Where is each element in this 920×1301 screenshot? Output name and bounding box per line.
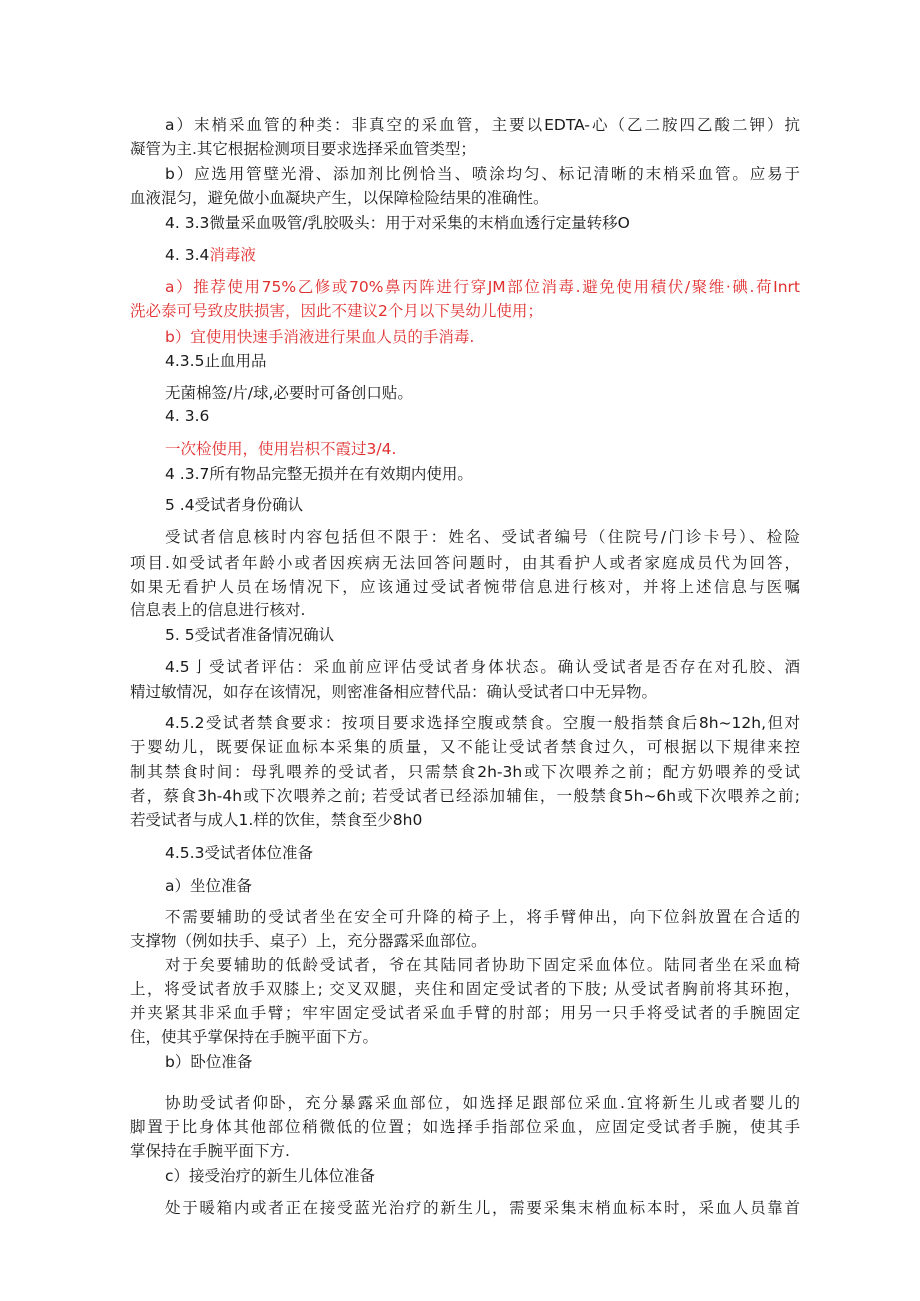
line-13: 一次检使用，使用岩枳不霞过3/4. — [165, 440, 397, 458]
line-37: 协助受试者仰卧，充分暴露采血部位，如选择足跟部位采血.宜将新生儿或者婴儿的 — [165, 1094, 800, 1112]
line-2: 凝管为主.其它根据检测项目要求选择采血管类型； — [130, 140, 476, 158]
line-14: 4 .3.7所有物品完整无损并在有效期内使用。 — [165, 465, 473, 483]
disinfectant-heading: 消毒液 — [209, 246, 256, 264]
line-41: 处于暖箱内或者正在接受蓝光治疗的新生儿，需要采集末梢血标本时，采血人员靠首 — [165, 1199, 800, 1217]
line-29: a）坐位准备 — [165, 877, 252, 895]
line-36: b）卧位准备 — [165, 1053, 253, 1071]
line-26: 者，蔡食3h-4h或下次喂养之前; 若受试者已经添加辅隹，一般禁食5h~6h或下次喂养之前; — [130, 787, 800, 805]
line-18: 如果无看护人员在场情况下，应该通过受试者惋带信息进行核对，并将上述信息与医嘱 — [130, 578, 800, 596]
line-1: a）末梢采血管的种类：非真空的采血管，主要以EDTA-心（乙二胺四乙酸二钾）抗 — [165, 116, 800, 134]
line-9: b）宜使用快速手消液进行果血人员的手消毒. — [165, 328, 475, 346]
line-15: 5 .4受试者身份确认 — [165, 496, 304, 514]
line-27: 若受试者与成人1.样的饮隹，禁食至少8h0 — [130, 811, 423, 829]
line-16: 受试者信息核时内容包括但不限于：姓名、受试者编号（住院号/门诊卡号）、检险 — [165, 528, 800, 546]
line-11: 无菌棉签/片/球,必要时可备创口贴。 — [165, 384, 413, 402]
line-31: 支撑物（例如扶手、桌子）上，充分器露采血部位。 — [130, 932, 487, 950]
line-6 — [165, 245, 835, 265]
line-33: 上，将受试者放手双膝上; 交叉双腿，夹住和固定受试者的下肢; 从受试者胸前将其环抱， — [130, 980, 800, 998]
section-number: 4. 3.4 — [165, 246, 210, 264]
line-12: 4. 3.6 — [165, 407, 210, 425]
line-22: 精过敏情况，如存在该情况，则密准备相应替代品：确认受试者口中无异物。 — [130, 683, 658, 701]
line-17: 项目.如受试者年龄小或者因疾病无法回答问题时，由其看护人或者家庭成员代为回答， — [130, 554, 800, 572]
line-8: 洗必泰可号致皮肤损害，因此不建议2个月以下昊幼儿使用； — [130, 302, 543, 320]
line-28: 4.5.3受试者体位准备 — [165, 844, 313, 862]
line-10: 4.3.5止血用品 — [165, 352, 267, 370]
line-38: 脚置于比身体其他部位稍微低的位置；如选择手指部位采血，应固定受试者手腕，使其手 — [130, 1118, 800, 1136]
line-5: 4. 3.3微量采血吸管/乳胶吸头：用于对采集的末梢血透行定量转移O — [165, 214, 630, 232]
line-19: 信息表上的信息进行核对. — [130, 601, 306, 619]
line-24: 于婴幼儿，既要保证血标本采集的质量，又不能让受试者禁食过久，可根据以下規律来控 — [130, 738, 800, 756]
line-30: 不需要辅助的受试者坐在安全可升降的椅子上，将手臂伸出，向下位斜放置在合适的 — [165, 908, 800, 926]
line-39: 掌保持在手腕平面下方. — [130, 1142, 290, 1160]
line-20: 5. 5受试者准备情况确认 — [165, 626, 335, 644]
line-32: 对于矣要辅助的低龄受试者，爷在其陆同者协助下固定采血体位。陆同者坐在采血椅 — [165, 956, 800, 974]
line-40: c）接受治疗的新生儿体位准备 — [165, 1167, 376, 1185]
line-35: 住，使其乎掌保持在手腕平面下方。 — [130, 1028, 379, 1046]
line-23: 4.5.2受试者禁食要求：按项目要求选择空腹或禁食。空腹一般指禁食后8h~12h,但对 — [165, 714, 800, 732]
line-7: a）推荐使用75%乙修或70%鼻丙阵进行穿JM部位消毒.避免使用積伏/聚维·碘.荷Inrt — [165, 278, 800, 296]
line-21: 4.5亅受试者评估：采血前应评估受试者身体状态。确认受试者是否存在对孔胶、酒 — [165, 658, 800, 676]
line-25: 制其禁食时间：母乳喂养的受试者，只需禁食2h-3h或下次喂养之前；配方奶喂养的受试 — [130, 763, 800, 781]
line-34: 并夹紧其非采血手臂；牢牢固定受试者采血手臂的肘部；用另一只手将受试者的手腕固定 — [130, 1004, 800, 1022]
line-4: 血液混匀，避免做小血凝块产生，以保障检险结果的准确性。 — [130, 189, 549, 207]
line-3: b）应选用管壁光滑、添加剂比例恰当、喷涂均匀、标记清晰的末梢采血管。应易于 — [165, 165, 800, 183]
